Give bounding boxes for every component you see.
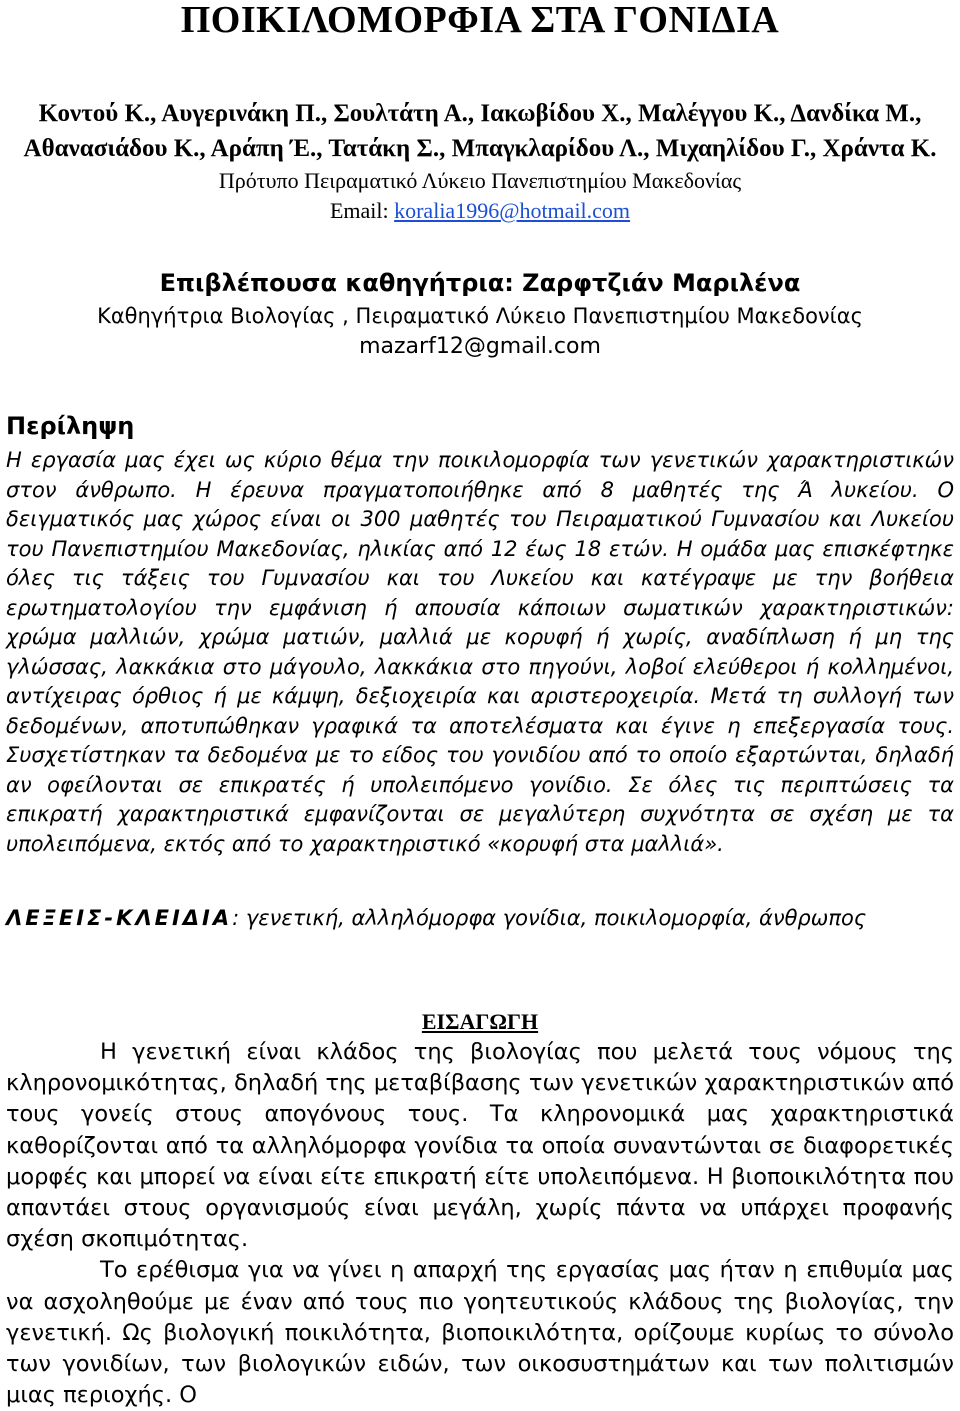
author-affiliation: Πρότυπο Πειραματικό Λύκειο Πανεπιστημίου Μακεδονίας [218, 168, 742, 193]
supervisor-email: mazarf12@gmail.com [359, 334, 601, 359]
keywords-separator: : [232, 906, 246, 930]
author-email-line [6, 196, 954, 226]
keywords-label: ΛΕΞΕΙΣ-ΚΛΕΙΔΙΑ [6, 906, 233, 930]
abstract-heading: Περίληψη [6, 412, 135, 440]
intro-paragraph-1: Η γενετική είναι κλάδος της βιολογίας που μελετά τους νόμους της κληρονομικότητας, δηλαδή της μεταβίβασης των γενετικών χαρακτηριστικών από τους γονείς στους απογόνους τους. Τα κληρονομικά μας χαρακτηριστικά καθορίζονται από τα αλληλόμορφα γονίδια τα οποία συναντώνται σε διαφορετικές μορφές και μπορεί να είναι είτε επικρατή είτε υπολειπόμενα. Η βιοποικιλότητα που απαντάει στους οργανισμούς είναι μεγάλη, χωρίς πάντα να υπάρχει προφανής σχέση σκοπιμότητας. [6, 1039, 954, 1253]
paper-title: ΠΟΙΚΙΛΟΜΟΡΦΙΑ ΣΤΑ ΓΟΝΙΔΙΑ [180, 0, 780, 41]
keywords-text: γενετική, αλληλόμορφα γονίδια, ποικιλομορφία, άνθρωπος [245, 906, 867, 930]
abstract-text: Η εργασία μας έχει ως κύριο θέμα την ποικιλομορφία των γενετικών χαρακτηριστικών στον άνθρωπο. Η έρευνα πραγματοποιήθηκε από 8 μαθητές της Ά λυκείου. Ο δειγματικός μας χώρος είναι οι 300 μαθητές του Πειραματικού Γυμνασίου και Λυκείου του Πανεπιστημίου Μακεδονίας, ηλικίας από 12 έως 18 ετών. Η ομάδα μας επισκέφτηκε όλες τις τάξεις του Γυμνασίου και του Λυκείου και κατέγραψε με την βοήθεια ερωτηματολογίου την εμφάνιση ή απουσία κάποιων σωματικών χαρακτηριστικών: χρώμα μαλλιών, χρώμα ματιών, μαλλιά με κορυφή ή χωρίς, αναδίπλωση ή μη της γλώσσας, λακκάκια στο μάγουλο, λακκάκια στο πηγούνι, λοβοί ελεύθεροι ή κολλημένοι, αντίχειρας όρθιος ή με κάμψη, δεξιοχειρία και αριστεροχειρία. Μετά τη συλλογή των δεδομένων, αποτυπώθηκαν γραφικά τα αποτελέσματα και έγινε η επεξεργασία τους. Συσχετίστηκαν τα δεδομένα με το είδος του γονιδίου από το οποίο εξαρτώνται, δηλαδή αν οφείλονται σε επικρατές ή υπολειπόμενο γονίδιο. Σε όλες τις περιπτώσεις τα επικρατή χαρακτηριστικά εμφανίζονται σε μεγαλύτερη συχνότητα σε σχέση με τα υπολειπόμενα, εκτός από το χαρακτηριστικό «κορυφή στα μαλλιά». [6, 448, 954, 856]
author-list: Κοντού Κ., Αυγερινάκη Π., Σουλτάτη Α., Ιακωβίδου Χ., Μαλέγγου Κ., Δανδίκα Μ., Αθανασιάδου Κ., Αράπη Έ., Τατάκη Σ., Μπαγκλαρίδου Λ., Μιχαηλίδου Γ., Χράντα Κ. [23, 100, 937, 162]
intro-heading [6, 1007, 954, 1037]
intro-heading-text: ΕΙΣΑΓΩΓΗ [421, 1009, 539, 1034]
email-label: Email: [329, 198, 395, 223]
supervisor-affiliation: Καθηγήτρια Βιολογίας , Πειραματικό Λύκειο Πανεπιστημίου Μακεδονίας [97, 304, 863, 328]
intro-paragraph-2: Το ερέθισμα για να γίνει η απαρχή της εργασίας μας ήταν η επιθυμία μας να ασχοληθούμε με έναν από τους πιο γοητευτικούς κλάδους της βιολογίας, την γενετική. Ως βιολογική ποικιλότητα, βιοποικιλότητα, ορίζουμε κυρίως το σύνολο των γονιδίων, των βιολογικών ειδών, των οικοσυστημάτων και των πολιτισμών μιας περιοχής. Ο [6, 1257, 954, 1409]
author-email-link[interactable]: koralia1996@hotmail.com [394, 198, 631, 223]
keywords-line [6, 903, 954, 933]
supervisor-title: Επιβλέπουσα καθηγήτρια: Ζαρφτζιάν Μαριλένα [159, 269, 801, 297]
